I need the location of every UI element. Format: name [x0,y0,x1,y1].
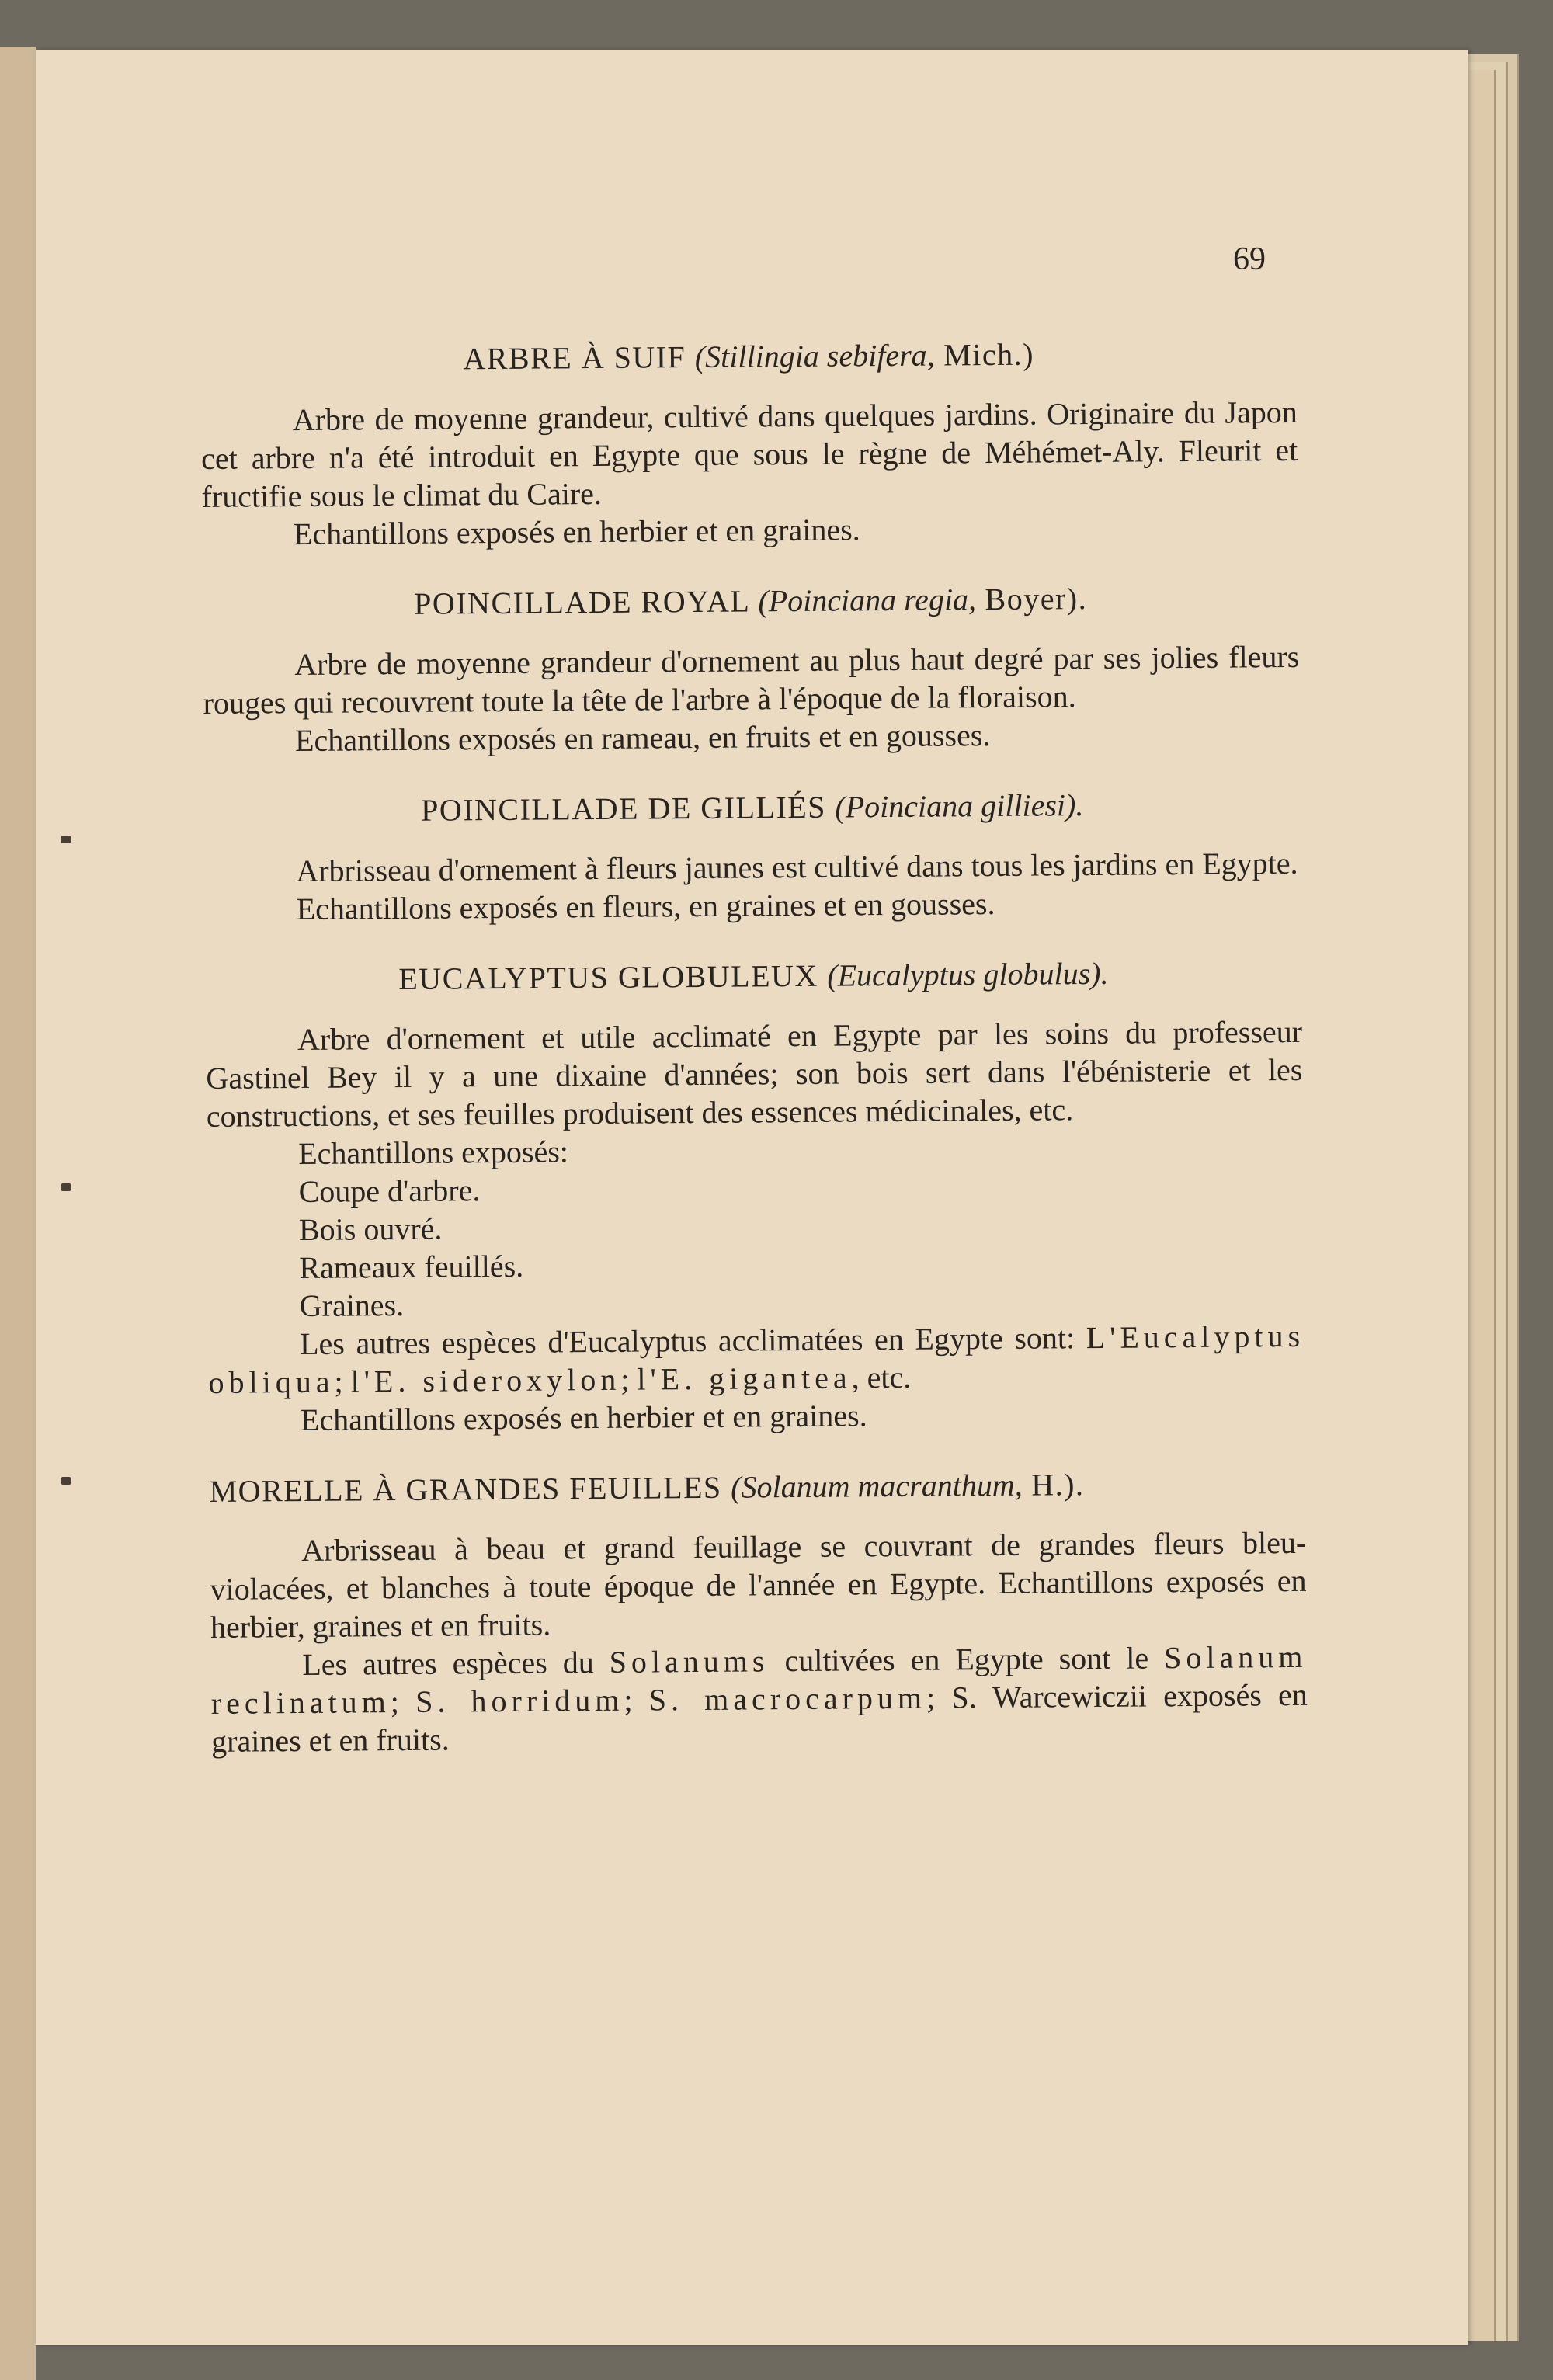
binding-thread-mark [61,836,71,843]
entry-morelle-a-grandes-feuilles [209,1464,1308,1760]
heading-common-name: MORELLE À GRANDES FEUILLES [209,1469,722,1509]
page-number: 69 [1233,241,1266,277]
heading-common-name: POINCILLADE DE GILLIÉS [420,789,827,828]
other-species-paragraph: Les autres espèces du Solanums cultivées en Egypte sont le Solanum reclinatum; S. horridum; S. macrocarpum; S. Warcewiczii exposés en graines et en fruits. [210,1638,1308,1759]
heading-latin-name: (Stillingia sebifera, [694,337,935,374]
other-species-mid: cultivées en Egypte sont le [784,1640,1149,1679]
entry-paragraph: Arbrisseau d'ornement à fleurs jaunes est cultivé dans tous les jardins en Egypte. [296,845,1298,889]
entry-poincillade-royal [202,578,1300,760]
species-name: l'E. gigantea [637,1360,852,1397]
other-species-paragraph: Les autres espèces d'Eucalyptus acclimatées en Egypte sont: L'Eucalyptus obliqua; l'E. sideroxylon; l'E. gigantea, etc. [208,1318,1305,1400]
other-species-end: exposés en graines et en fruits. [210,1676,1308,1759]
other-species-intro: Les autres espèces d'Eucalyptus acclimatées en Egypte sont: [299,1320,1075,1362]
other-species-end: etc. [867,1359,912,1395]
genus-name: Solanums [609,1643,770,1680]
entry-heading [200,333,1297,380]
entry-paragraph: Echantillons exposés en herbier et en graines. [293,512,860,552]
binding-thread-mark [61,1183,71,1191]
entry-eucalyptus-globuleux [205,953,1305,1440]
facing-page-edge [0,47,36,2380]
entry-paragraph: Arbre de moyenne grandeur, cultivé dans quelques jardins. Originaire du Japon cet arbre n'a été introduit en Egypte que sous le règne de Méhémet-Aly. Fleurit et fructifie sous le climat du Caire. [201,394,1298,514]
samples-list-item: Rameaux feuillés. [299,1248,524,1286]
heading-latin-name: (Eucalyptus globulus). [827,955,1109,993]
heading-common-name: ARBRE À SUIF [463,339,686,377]
species-name: S. Warcewiczii [951,1678,1148,1715]
page-body [200,333,1308,1793]
heading-author: H.). [1031,1467,1085,1503]
entry-paragraph: Echantillons exposés en herbier et en graines. [300,1398,867,1438]
species-name: Solanum reclinatum [210,1638,1308,1721]
samples-list-item: Bois ouvré. [298,1211,443,1248]
entry-arbre-a-suif [200,333,1298,554]
samples-list-intro: Echantillons exposés: [298,1134,569,1172]
entry-paragraph: Echantillons exposés en fleurs, en graines et en gousses. [296,885,995,927]
heading-common-name: POINCILLADE ROYAL [413,583,750,621]
entry-paragraph: Arbre d'ornement et utile acclimaté en Egypte par les soins du professeur Gastinel Bey il y a une dixaine d'années; son bois sert dans l'ébénisterie et les constructions, et ses feuilles produisent des essences médicinales, etc. [206,1013,1303,1134]
entry-heading [209,1464,1305,1510]
book-page [36,50,1468,2345]
heading-common-name: EUCALYPTUS GLOBULEUX [398,957,818,997]
heading-author: Mich.) [943,336,1035,373]
entry-heading [204,784,1301,831]
heading-latin-name: (Poinciana regia, [758,582,977,619]
species-name: S. macrocarpum [648,1680,927,1718]
species-name: l'E. sideroxylon [350,1361,621,1399]
entry-paragraph: Echantillons exposés en rameau, en fruits et en gousses. [294,717,991,759]
other-species-start: Les autres espèces du [302,1645,594,1683]
samples-list-item: Graines. [299,1287,405,1324]
heading-author: Boyer). [985,581,1088,617]
species-name: S. horridum [415,1682,624,1719]
heading-latin-name: (Solanum macranthum, [731,1467,1023,1505]
samples-list-item: Coupe d'arbre. [298,1173,481,1210]
entry-heading [205,953,1301,999]
entry-paragraph: Arbrisseau à beau et grand feuillage se couvrant de grandes fleurs bleu-violacées, et blanches à toute époque de l'année en Egypte. Echantillons exposés en herbier, graines et en fruits. [210,1524,1307,1645]
entry-paragraph: Arbre de moyenne grandeur d'ornement au plus haut degré par ses jolies fleurs rouges qui recouvrent toute la tête de l'arbre à l'époque de la floraison. [203,638,1300,721]
species-name: L'Eucalyptus obliqua [208,1318,1305,1400]
entry-poincillade-de-gillies [204,784,1301,929]
heading-latin-name: (Poinciana gilliesi). [835,787,1084,825]
binding-thread-mark [61,1477,71,1485]
entry-heading [202,578,1298,624]
